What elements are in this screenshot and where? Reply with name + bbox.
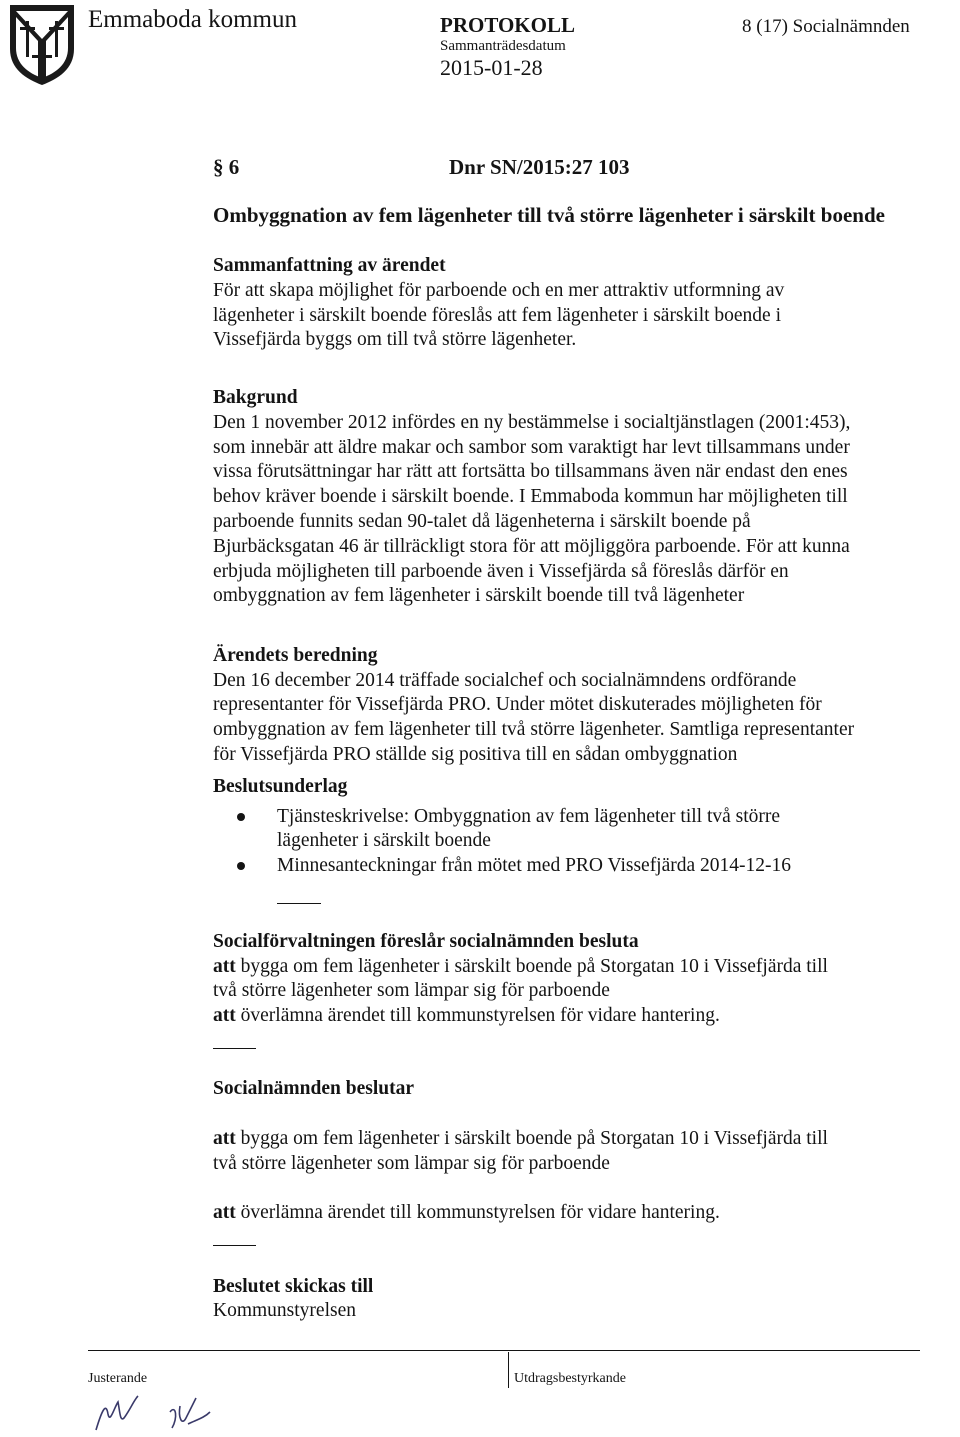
preparation-line: representanter för Vissefjärda PRO. Under mötet diskuterades möjligheten för <box>213 694 822 715</box>
basis-item-line: Tjänsteskrivelse: Ombyggnation av fem lägenheter till två större <box>277 806 781 827</box>
adjuster-label: Justerande <box>88 1371 148 1386</box>
footer-divider <box>508 1352 509 1388</box>
organization-name: Emmaboda kommun <box>88 6 297 33</box>
background-heading: Bakgrund <box>213 387 298 408</box>
distribution-heading: Beslutet skickas till <box>213 1276 374 1297</box>
paragraph-number: § 6 <box>213 155 240 179</box>
background-line: erbjuda möjligheten till parboende även i Vissefjärda så föreslås därför en <box>213 561 789 582</box>
proposal-item: att överlämna ärendet till kommunstyrelsen för vidare hantering. <box>213 1005 720 1026</box>
background-line: som innebär att äldre makar och sambor som varaktigt har levt tillsammans under <box>213 437 850 458</box>
background-line: Bjurbäcksgatan 46 är tillräckligt stora för att möjliggöra parboende. För att kunna <box>213 536 850 557</box>
summary-line: För att skapa möjlighet för parboende och en mer attraktiv utformning av <box>213 280 785 301</box>
page-info: 8 (17) Socialnämnden <box>742 16 910 37</box>
proposal-heading: Socialförvaltningen föreslår socialnämnden besluta <box>213 931 639 952</box>
proposal-item: att bygga om fem lägenheter i särskilt boende på Storgatan 10 i Vissefjärda till <box>213 956 828 977</box>
bullet-icon <box>237 813 245 821</box>
municipality-crest-logo <box>6 3 78 87</box>
case-number: Dnr SN/2015:27 103 <box>449 155 630 179</box>
separator-dash <box>277 903 321 904</box>
background-line: vissa förutsättningar har rätt att fortsätta bo tillsammans även när endast den enes <box>213 461 848 482</box>
preparation-heading: Ärendets beredning <box>213 645 378 666</box>
summary-line: Vissefjärda byggs om till två större lägenheter. <box>213 329 577 350</box>
decision-item: att överlämna ärendet till kommunstyrelsen för vidare hantering. <box>213 1202 720 1223</box>
meeting-date: 2015-01-28 <box>440 55 543 80</box>
background-line: ombyggnation av fem lägenheter i särskilt boende till två lägenheter <box>213 585 745 606</box>
bullet-icon <box>237 862 245 870</box>
handwritten-signature <box>92 1388 242 1436</box>
meeting-date-label: Sammanträdesdatum <box>440 38 566 54</box>
section-title: Ombyggnation av fem lägenheter till två större lägenheter i särskilt boende <box>213 203 885 227</box>
summary-line: lägenheter i särskilt boende föreslås att fem lägenheter i särskilt boende i <box>213 305 782 326</box>
basis-heading: Beslutsunderlag <box>213 776 348 797</box>
certification-label: Utdragsbestyrkande <box>514 1371 626 1386</box>
separator-dash <box>213 1245 256 1246</box>
decision-item: att bygga om fem lägenheter i särskilt boende på Storgatan 10 i Vissefjärda till <box>213 1128 828 1149</box>
decision-item-continued: två större lägenheter som lämpar sig för parboende <box>213 1153 610 1174</box>
footer-rule <box>88 1350 920 1351</box>
preparation-line: Den 16 december 2014 träffade socialchef och socialnämndens ordförande <box>213 670 797 691</box>
distribution-recipient: Kommunstyrelsen <box>213 1300 356 1321</box>
preparation-line: för Vissefjärda PRO ställde sig positiva till en sådan ombyggnation <box>213 744 738 765</box>
basis-item-line: lägenheter i särskilt boende <box>277 830 491 851</box>
separator-dash <box>213 1048 256 1049</box>
preparation-line: ombyggnation av fem lägenheter till två större lägenheter. Samtliga representanter <box>213 719 855 740</box>
basis-item-line: Minnesanteckningar från mötet med PRO Vissefjärda 2014-12-16 <box>277 855 792 876</box>
document-type: PROTOKOLL <box>440 13 575 37</box>
summary-heading: Sammanfattning av ärendet <box>213 255 446 276</box>
proposal-item-continued: två större lägenheter som lämpar sig för parboende <box>213 980 610 1001</box>
decision-heading: Socialnämnden beslutar <box>213 1078 414 1099</box>
background-line: parboende funnits sedan 90-talet då lägenheterna i särskilt boende på <box>213 511 751 532</box>
background-line: behov kräver boende i särskilt boende. I Emmaboda kommun har möjligheten till <box>213 486 848 507</box>
background-line: Den 1 november 2012 infördes en ny bestämmelse i socialtjänstlagen (2001:453), <box>213 412 851 433</box>
